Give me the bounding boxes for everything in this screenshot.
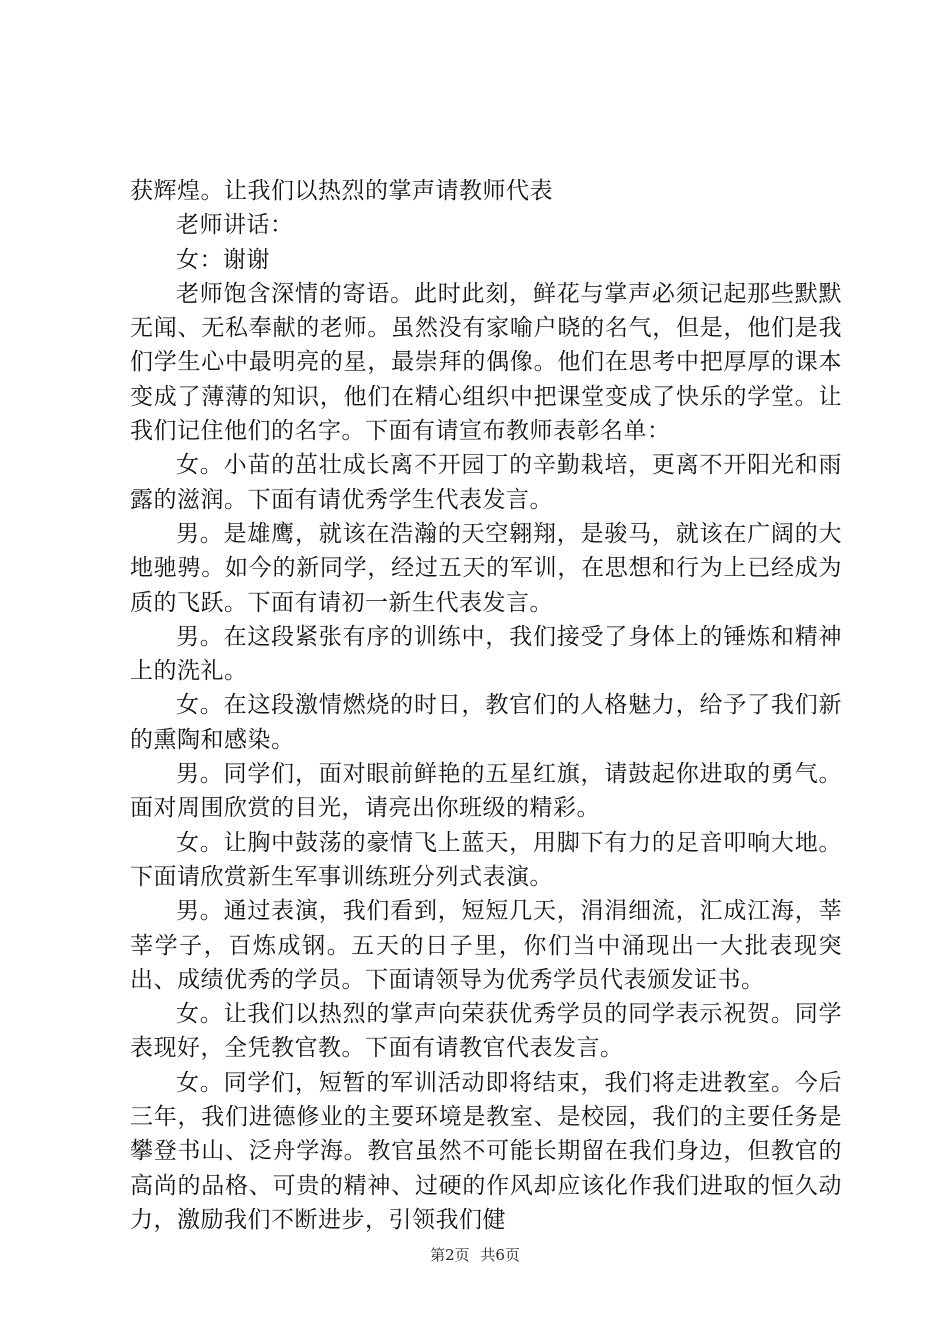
- paragraph: 老师饱含深情的寄语。此时此刻，鲜花与掌声必须记起那些默默无闻、无私奉献的老师。虽然没有家喻户晓的名气，但是，他们是我们学生心中最明亮的星，最崇拜的偶像。他们在思考中把厚厚的课本变成了薄薄的知识，他们在精心组织中把课堂变成了快乐的学堂。让我们记住他们的名字。下面有请宣布教师表彰名单：: [130, 280, 842, 445]
- paragraph: 男。是雄鹰，就该在浩瀚的天空翱翔，是骏马，就该在广阔的大地驰骋。如今的新同学，经过五天的军训，在思想和行为上已经成为质的飞跃。下面有请初一新生代表发言。: [130, 520, 842, 616]
- paragraph: 男。在这段紧张有序的训练中，我们接受了身体上的锤炼和精神上的洗礼。: [130, 623, 842, 685]
- page-total: 共6页: [480, 1246, 520, 1264]
- paragraph: 女。让胸中鼓荡的豪情飞上蓝天，用脚下有力的足音叩响大地。下面请欣赏新生军事训练班分列式表演。: [130, 829, 842, 890]
- paragraph: 女。让我们以热烈的掌声向荣获优秀学员的同学表示祝贺。同学表现好，全凭教官教。下面有请教官代表发言。: [130, 1001, 842, 1062]
- document-body: [130, 174, 842, 1237]
- paragraph: 女。小苗的茁壮成长离不开园丁的辛勤栽培，更离不开阳光和雨露的滋润。下面有请优秀学生代表发言。: [130, 452, 842, 513]
- paragraph: 男。通过表演，我们看到，短短几天，涓涓细流，汇成江海，莘莘学子，百炼成钢。五天的日子里，你们当中涌现出一大批表现突出、成绩优秀的学员。下面请领导为优秀学员代表颁发证书。: [130, 898, 842, 993]
- paragraph: 老师讲话：: [176, 212, 294, 239]
- page-footer: [0, 1244, 950, 1265]
- paragraph: 女。同学们，短暂的军训活动即将结束，我们将走进教室。今后三年，我们进德修业的主要环境是教室、是校园，我们的主要任务是攀登书山、泛舟学海。教官虽然不可能长期留在我们身边，但教官的高尚的品格、可贵的精神、过硬的作风却应该化作我们进取的恒久动力，激励我们不断进步，引领我们健: [130, 1069, 842, 1233]
- paragraph: 男。同学们，面对眼前鲜艳的五星红旗，请鼓起你进取的勇气。面对周围欣赏的目光，请亮出你班级的精彩。: [130, 761, 842, 822]
- paragraph: 女：谢谢: [176, 246, 270, 273]
- paragraph: 获辉煌。让我们以热烈的掌声请教师代表: [130, 178, 553, 204]
- page-number: 第2页: [430, 1246, 470, 1264]
- paragraph: 女。在这段激情燃烧的时日，教官们的人格魅力，给予了我们新的熏陶和感染。: [130, 692, 842, 753]
